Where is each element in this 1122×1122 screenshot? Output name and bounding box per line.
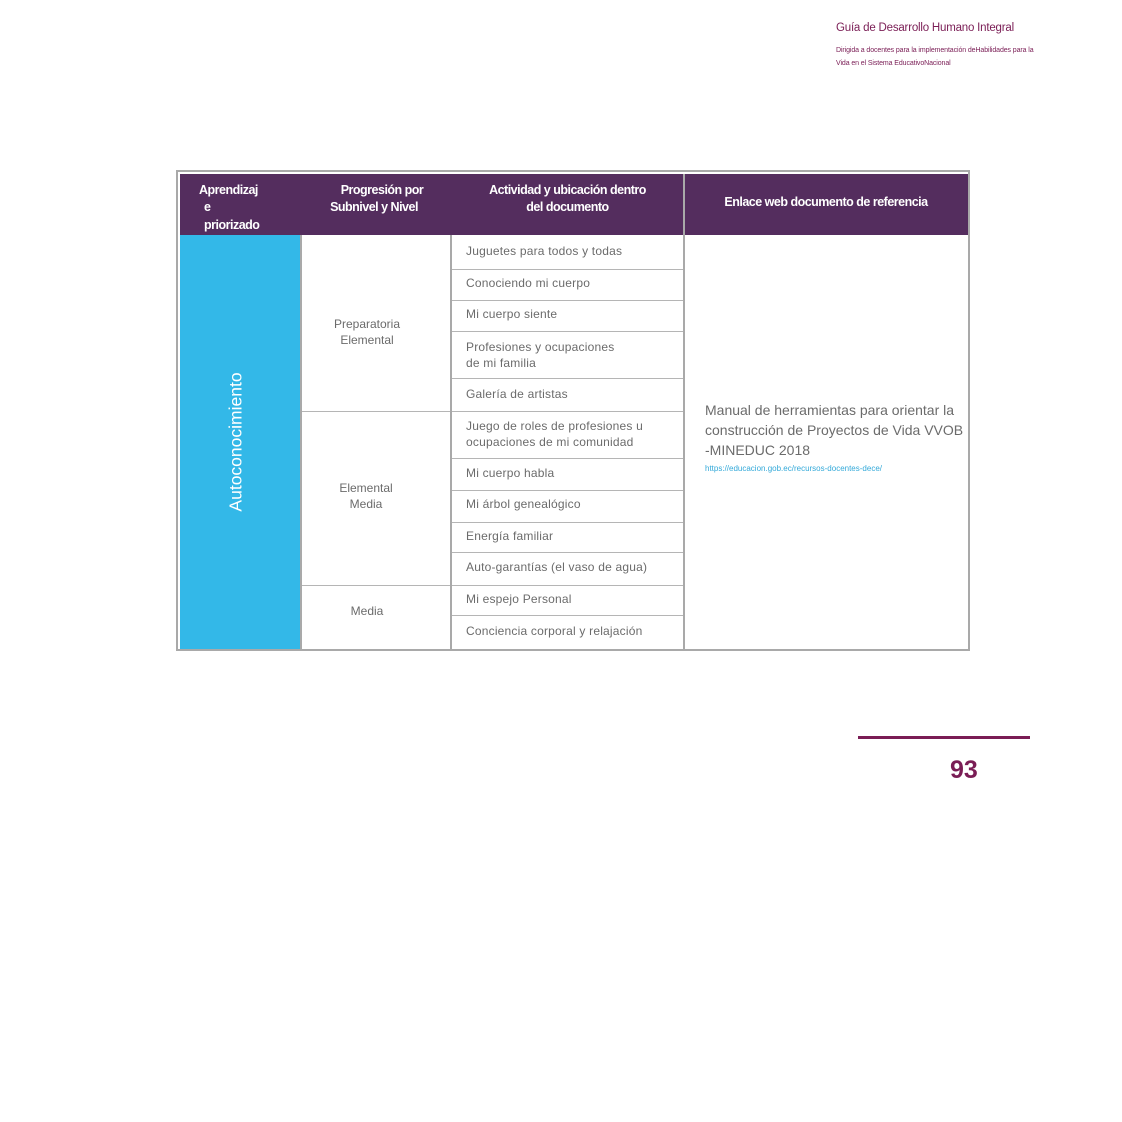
row-divider [452,378,683,379]
row-divider [452,269,683,270]
running-header [836,22,1076,70]
activity-item: Mi cuerpo siente [466,307,558,321]
activities-table [176,170,970,651]
header-activity-line-2: del documento [526,200,609,214]
column-divider [683,174,685,649]
learning-cell [180,235,302,649]
guide-subtitle-line-2: Vida en el Sistema EducativoNacional [836,60,951,67]
level-line: Elemental [339,481,393,495]
level-elemental-media [302,480,430,512]
level-line: Media [350,604,384,618]
activity-item: Juguetes para todos y todas [466,244,623,258]
page-number: 93 [950,756,978,784]
activity-item: Energía familiar [466,529,554,543]
row-divider [452,585,683,586]
header-progression [302,174,451,235]
guide-subtitle [836,44,1076,70]
row-divider [452,331,683,332]
activity-item: Mi árbol genealógico [466,497,581,511]
column-divider [450,235,452,649]
row-divider [452,458,683,459]
header-reference-label: Enlace web documento de referencia [724,195,928,209]
column-divider [300,235,302,649]
activity-item-continued: ocupaciones de mi comunidad [466,435,634,449]
activity-item: Mi cuerpo habla [466,466,555,480]
activity-item: Auto-garantías (el vaso de agua) [466,560,648,574]
activity-item-continued: de mi familia [466,356,536,370]
header-activity [451,174,684,235]
header-learning-line-1: Aprendizaj [199,183,258,197]
reference-link[interactable]: https://educacion.gob.ec/recursos-docentes-dece/ [705,464,882,473]
activity-item: Profesiones y ocupaciones [466,340,615,354]
learning-label: Autoconocimiento [225,372,246,512]
header-reference [684,174,968,235]
header-progression-line-1: Progresión por [340,183,424,197]
header-learning-line-3: priorizado [204,218,260,232]
row-divider [452,490,683,491]
level-line: Preparatoria [333,317,401,331]
footer-rule [858,736,1030,739]
row-divider [452,411,683,412]
row-divider [302,411,450,412]
activity-item: Conociendo mi cuerpo [466,276,591,290]
level-line: Media [349,497,383,511]
header-activity-line-1: Actividad y ubicación dentro [489,183,646,197]
level-line: Elemental [340,333,394,347]
header-learning [180,174,302,235]
guide-subtitle-line-1: Dirigida a docentes para la implementación deHabilidades para la [836,47,1034,54]
level-preparatoria-elemental [302,316,432,348]
guide-title: Guía de Desarrollo Humano Integral [836,22,1014,34]
row-divider [302,585,450,586]
header-progression-line-2: Subnivel y Nivel [330,200,418,214]
activity-item: Conciencia corporal y relajación [466,624,643,638]
level-media [302,603,432,619]
activity-item: Mi espejo Personal [466,592,572,606]
row-divider [452,552,683,553]
activity-item: Juego de roles de profesiones u [466,419,643,433]
row-divider [452,300,683,301]
row-divider [452,615,683,616]
reference-document: Manual de herramientas para orientar la construcción de Proyectos de Vida VVOB -MINEDUC 2018 [705,402,964,458]
header-learning-line-2: e [204,200,211,214]
row-divider [452,522,683,523]
activity-item: Galería de artistas [466,387,568,401]
